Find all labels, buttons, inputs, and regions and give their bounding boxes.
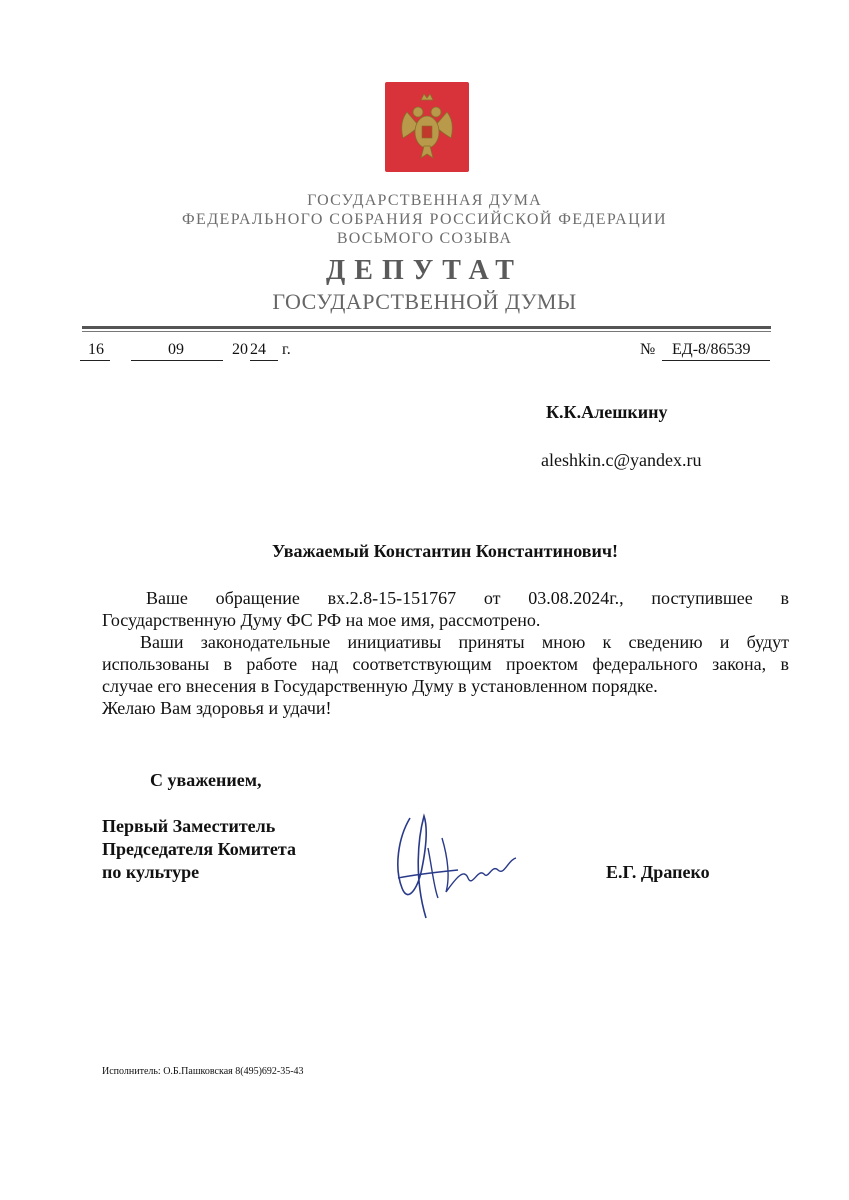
greeting: Уважаемый Константин Константинович! bbox=[272, 541, 619, 561]
number-underline bbox=[662, 360, 770, 361]
paragraph-1-line-2: Государственную Думу ФС РФ на мое имя, рассмотрено. bbox=[102, 610, 541, 630]
date-year-prefix: 20 bbox=[232, 341, 248, 358]
date-year-suffix: 24 bbox=[250, 341, 266, 358]
document-number: ЕД-8/86539 bbox=[672, 341, 751, 358]
header-divider-thin bbox=[82, 331, 771, 332]
header-divider-thick bbox=[82, 326, 771, 329]
recipient-email: aleshkin.c@yandex.ru bbox=[541, 450, 702, 470]
coat-of-arms-emblem bbox=[385, 82, 469, 172]
date-year-mark: г. bbox=[282, 341, 291, 358]
signer-name: Е.Г. Драпеко bbox=[606, 862, 710, 882]
letterhead-line-3: ВОСЬМОГО СОЗЫВА bbox=[336, 230, 513, 247]
paragraph-2-line-3: случае его внесения в Государственную Думу в установленном порядке. bbox=[102, 676, 658, 696]
signer-position-line-1: Первый Заместитель bbox=[102, 816, 276, 836]
paragraph-2-line-1: Ваши законодательные инициативы приняты мною к сведению и будут bbox=[140, 632, 789, 652]
executor-info: Исполнитель: О.Б.Пашковская 8(495)692-35-43 bbox=[102, 1066, 304, 1077]
paragraph-1-line-1: Ваше обращение вх.2.8-15-151767 от 03.08.2024г., поступившее в bbox=[146, 588, 789, 608]
paragraph-2-line-2: использованы в работе над соответствующим проектом федерального закона, в bbox=[102, 654, 789, 674]
number-sign: № bbox=[640, 341, 656, 358]
date-day-underline bbox=[80, 360, 110, 361]
paragraph-3: Желаю Вам здоровья и удачи! bbox=[102, 698, 332, 718]
letterhead-title: ДЕПУТАТ bbox=[326, 255, 523, 286]
closing-regards: С уважением, bbox=[150, 770, 262, 790]
double-headed-eagle-icon bbox=[385, 82, 469, 172]
letterhead-line-1: ГОСУДАРСТВЕННАЯ ДУМА bbox=[307, 192, 542, 209]
letterhead-line-2: ФЕДЕРАЛЬНОГО СОБРАНИЯ РОССИЙСКОЙ ФЕДЕРАЦИИ bbox=[182, 211, 667, 228]
date-day: 16 bbox=[88, 341, 104, 358]
signer-position-line-2: Председателя Комитета bbox=[102, 839, 296, 859]
signer-position-line-3: по культуре bbox=[102, 862, 200, 882]
date-year-underline bbox=[250, 360, 278, 361]
handwritten-signature bbox=[388, 808, 538, 928]
date-month-underline bbox=[131, 360, 223, 361]
recipient-name: К.К.Алешкину bbox=[546, 402, 668, 422]
letterhead-subtitle: ГОСУДАРСТВЕННОЙ ДУМЫ bbox=[272, 289, 577, 314]
date-month: 09 bbox=[168, 341, 184, 358]
